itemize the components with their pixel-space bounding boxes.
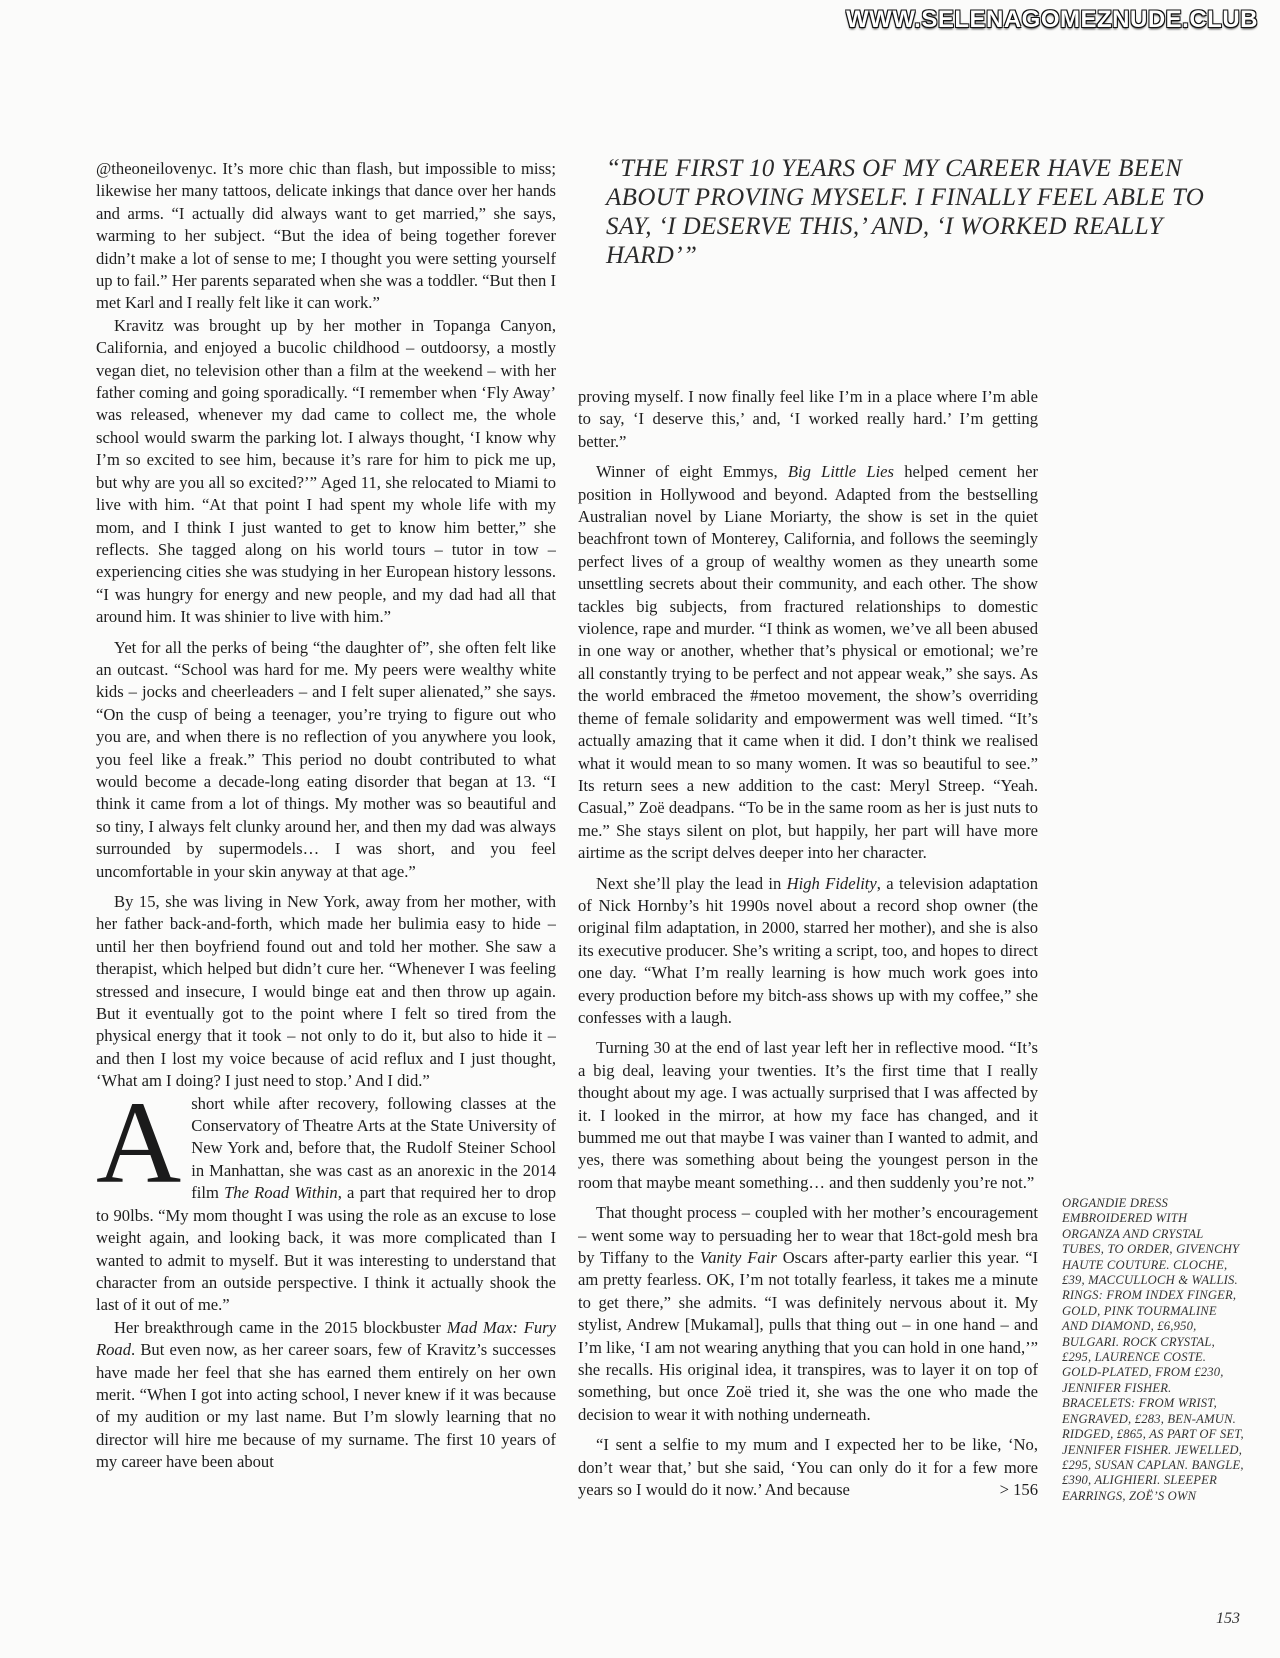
text-run: , a television adaptation of Nick Hornby’s hit 1990s novel about a record shop owner (the original film adaptation, in 2000, starred her mother), and she is also its executive producer. She’s writing a script, too, and hopes to direct one day. “What I’m really learning is how much work goes into every production before my bitch-ass shows up with my coffee,” she confesses with a laugh. — [578, 873, 1038, 1027]
paragraph-with-dropcap — [96, 1076, 556, 1317]
film-title: Mad Max: Fury Road — [96, 1317, 556, 1360]
text-run: Next she’ll play the lead in — [596, 873, 787, 893]
paragraph — [578, 873, 1038, 1030]
drop-cap: A — [96, 1076, 182, 1208]
article-column-left — [96, 158, 556, 1558]
text-run: Her breakthrough came in the 2015 blockbuster — [114, 1317, 447, 1337]
text-run: Winner of eight Emmys, — [596, 462, 788, 482]
paragraph — [578, 1434, 1038, 1501]
watermark: WWW.SELENAGOMEZNUDE.CLUB — [846, 6, 1258, 33]
magazine-title: Vanity Fair — [699, 1248, 777, 1268]
paragraph: Yet for all the perks of being “the daughter of”, she often felt like an outcast. “School was hard for me. My peers were wealthy white kids – jocks and cheerleaders – and I felt super alienated,” she says. “On the cusp of being a teenager, you’re trying to figure out who you are, and when there is no reflection of you anywhere you look, you feel like a freak.” This period no doubt contributed to what would become a decade-long eating disorder that began at 13. “I think it came from a lot of things. My mother was so beautiful and so tiny, I always felt clunky around her, and then my dad was always surrounded by supermodels… I was short, and you feel uncomfortable in your skin anyway at that age.” — [96, 637, 556, 881]
paragraph: Turning 30 at the end of last year left her in reflective mood. “It’s a big deal, leaving your twenties. It’s the first time that I really thought about my age. I was actually surprised that I was affected by it. I looked in the mirror, at how my face has changed, and it bummed me out that maybe I was vainer than I wanted to admit, and yes, there was something about being the youngest person in the room that maybe meant something… and then suddenly you’re not.” — [578, 1038, 1038, 1192]
pull-quote: “THE FIRST 10 YEARS OF MY CAREER HAVE BEEN ABOUT PROVING MYSELF. I FINALLY FEEL ABLE TO SAY, ‘I DESERVE THIS,’ AND, ‘I WORKED REALLY HARD’” — [606, 155, 1205, 269]
paragraph — [578, 461, 1038, 864]
page-number: 153 — [1216, 1610, 1240, 1627]
text-run: That thought process – coupled with her mother’s encouragement – went some way to persuading her to wear that 18ct-gold mesh bra by Tiffany to the — [578, 1203, 1038, 1268]
paragraph — [578, 1202, 1038, 1426]
text-run: short while after recovery, following classes at the Conservatory of Theatre Arts at the State University of New York and, before that, the Rudolf Steiner School in Manhattan, she was cast as an anorexic in the 2014 film — [191, 1093, 556, 1203]
paragraph: By 15, she was living in New York, away from her mother, with her father back-and-forth, which made her bulimia easy to hide – until her then boyfriend found out and told her mother. She saw a therapist, which helped but didn’t cure her. “Whenever I was feeling stressed and insecure, I would binge eat and then throw up again. But it eventually got to the point where I felt so tired from the physical energy that it took – not only to do it, but also to hide it – and then I lost my voice because of acid reflux and I just thought, ‘What am I doing? I just need to stop.’ And I did.” — [96, 892, 556, 1091]
text-run: “I sent a selfie to my mum and I expected her to be like, ‘No, don’t wear that,’ but she said, ‘You can only do it for a few more years so I would do it now.’ And because — [578, 1435, 1038, 1500]
text-run: . But even now, as her career soars, few of Kravitz’s successes have made her feel that she has earned them entirely on her own merit. “When I got into acting school, I never knew if it was because of my audition or my last name. But I’m slowly learning that no director will hire me because of my surname. The first 10 years of my career have been about — [96, 1340, 556, 1472]
article-column-middle — [578, 386, 1038, 1566]
text-run: , a part that required her to drop to 90lbs. “My mom thought I was using the role as an excuse to lose weight again, and looking back, it was more complicated than I wanted to admit to myself. But it was interesting to understand that character from an outside perspective. I think it actually shook the last of it out of me.” — [96, 1183, 556, 1315]
paragraph — [96, 1317, 556, 1474]
photo-credit-caption: ORGANDIE DRESS EMBROIDERED WITH ORGANZA AND CRYSTAL TUBES, TO ORDER, GIVENCHY HAUTE COUTURE. CLOCHE, £39, MACCULLOCH & WALLIS. RINGS: FROM INDEX FINGER, GOLD, PINK TOURMALINE AND DIAMOND, £6,950, BULGARI. ROCK CRYSTAL, £295, LAURENCE COSTE. GOLD-PLATED, FROM £230, JENNIFER FISHER. BRACELETS: FROM WRIST, ENGRAVED, £283, BEN-AMUN. RIDGED, £865, AS PART OF SET, JENNIFER FISHER. JEWELLED, £295, SUSAN CAPLAN. BANGLE, £390, ALIGHIERI. SLEEPER EARRINGS, ZOË’S OWN — [1062, 1196, 1244, 1503]
paragraph: @theoneilovenyc. It’s more chic than flash, but impossible to miss; likewise her many tattoos, delicate inkings that dance over her hands and arms. “I actually did always want to get married,” she says, warming to her subject. “But the idea of being together forever didn’t make a lot of sense to me; I thought you were setting yourself up to fail.” Her parents separated when she was a toddler. “But then I met Karl and I really felt like it can work.” — [96, 159, 556, 313]
paragraph: proving myself. I now finally feel like I’m in a place where I’m able to say, ‘I deserve this,’ and, ‘I worked really hard.’ I’m getting better.” — [578, 387, 1038, 451]
show-title: High Fidelity — [786, 873, 877, 893]
text-run: helped cement her position in Hollywood and beyond. Adapted from the bestselling Australian novel by Liane Moriarty, the show is set in the quiet beachfront town of Monterey, California, and follows the seemingly perfect lives of a group of wealthy women as they unearth some unsettling secrets about their community, and each other. The show tackles big subjects, from fractured relationships to domestic violence, rape and murder. “I think as women, we’ve all been abused in one way or another, whether that’s physical or emotional; we’re all constantly trying to be perfect and not appear weak,” she says. As the world embraced the #metoo movement, the show’s overriding theme of female solidarity and empowerment was well timed. “It’s actually amazing that it came when it did. I don’t think we realised what it would mean to so many women. It was so beautiful to see.” Its return sees a new addition to the cast: Meryl Streep. “Yeah. Casual,” Zoë deadpans. “To be in the same room as her is just nuts to me.” She stays silent on plot, but happily, her part will have more airtime as the script delves deeper into her character. — [578, 462, 1038, 863]
text-run: Oscars after-party earlier this year. “I am pretty fearless. OK, I’m not totally fearless, it takes me a minute to get there,” she admits. “I was definitely nervous about it. My stylist, Andrew [Mukamal], pulls that thing out – in one hand – and I’m like, ‘I am not wearing anything that you can hold in one hand,’” she recalls. His original idea, it transpires, was to layer it on top of something, but once Zoë tried it, she was the one who made the decision to wear it with nothing underneath. — [578, 1248, 1038, 1424]
paragraph: Kravitz was brought up by her mother in Topanga Canyon, California, and enjoyed a bucolic childhood – outdoorsy, a mostly vegan diet, no television other than a film at the weekend – with her father coming and going sporadically. “I remember when ‘Fly Away’ was released, whenever my dad came to collect me, the whole school would swarm the parking lot. I always thought, ‘I know why I’m so excited to see him, because it’s rare for him to pick me up, but why are you all so excited?’” Aged 11, she relocated to Miami to live with him. “At that point I had spent my whole life with my mom, and I think I just wanted to get to know him better,” she reflects. She tagged along on his world tours – tutor in tow – experiencing cities she was studying in her European history lessons. “I was hungry for energy and new people, and my dad had all that around him. It was shinier to live with him.” — [96, 315, 556, 627]
continued-marker: > 156 — [999, 1480, 1038, 1500]
film-title: The Road Within — [224, 1183, 338, 1203]
show-title: Big Little Lies — [787, 462, 895, 482]
